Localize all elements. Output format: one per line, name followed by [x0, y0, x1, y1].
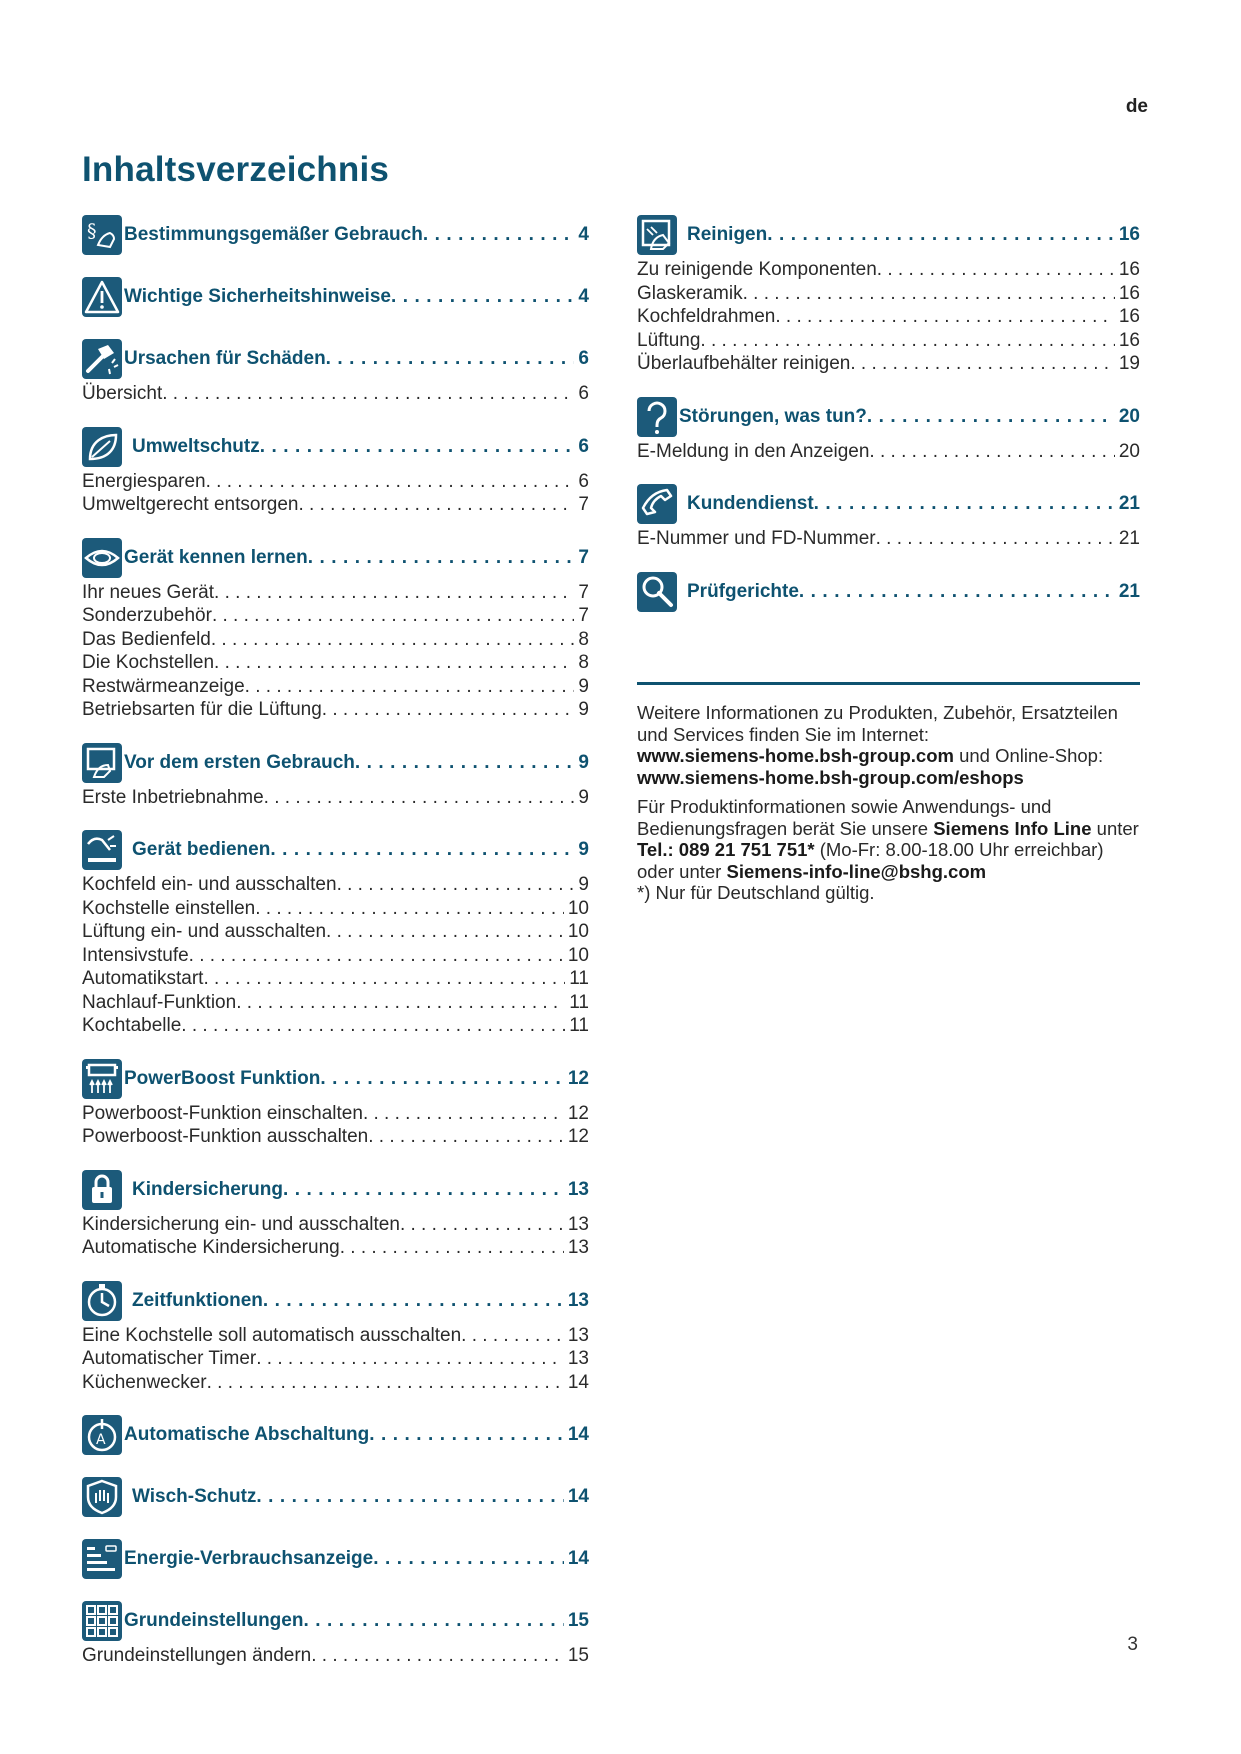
- toc-entry[interactable]: [82, 786, 589, 810]
- dot-leader: [270, 838, 574, 862]
- toc-entries: [637, 258, 1140, 376]
- clock-icon: [82, 1281, 122, 1321]
- toc-entry[interactable]: [637, 305, 1140, 329]
- toc-entry[interactable]: [82, 493, 589, 517]
- section-title: Störungen, was tun?: [679, 405, 867, 427]
- section-page: 15: [567, 1610, 589, 1631]
- toc-section-left-3: [82, 426, 589, 517]
- toc-section-heading[interactable]: [637, 483, 1140, 525]
- toc-section-heading[interactable]: [82, 1600, 589, 1642]
- dot-leader: [264, 786, 575, 810]
- section-title: Kindersicherung: [132, 1178, 283, 1200]
- section-page: 4: [578, 224, 589, 245]
- dot-leader: [337, 873, 575, 897]
- section-title: Kundendienst: [687, 493, 814, 514]
- dot-leader: [236, 991, 565, 1015]
- entry-title: Glaskeramik: [637, 282, 743, 304]
- eye-icon: [82, 538, 122, 578]
- toc-entries: [82, 382, 589, 406]
- entry-page: 8: [578, 652, 589, 673]
- dot-leader: [340, 1236, 564, 1260]
- entry-page: 6: [578, 383, 589, 404]
- dot-leader: [423, 223, 575, 247]
- toc-section-heading[interactable]: [637, 214, 1140, 256]
- toc-entry[interactable]: [82, 1644, 589, 1668]
- dot-leader: [743, 282, 1115, 306]
- entry-title: Sonderzubehör: [82, 605, 212, 626]
- dot-leader: [299, 493, 575, 517]
- magnifier-icon: [637, 572, 677, 612]
- toc-section-heading[interactable]: [637, 571, 1140, 613]
- toc-section-heading[interactable]: [82, 276, 589, 318]
- dot-leader: [767, 223, 1115, 247]
- section-page: 16: [1118, 224, 1140, 245]
- dot-leader: [320, 1067, 564, 1091]
- section-page: 6: [578, 435, 589, 457]
- toc-section-left-7: [82, 1058, 589, 1149]
- toc-section-right-0: [637, 214, 1140, 376]
- toc-section-heading[interactable]: [82, 426, 589, 468]
- page-title: Inhaltsverzeichnis: [82, 150, 390, 189]
- entry-title: Betriebsarten für die Lüftung: [82, 699, 322, 720]
- toc-entry[interactable]: [82, 944, 589, 968]
- toc-section-left-9: [82, 1280, 589, 1395]
- leaf-icon: [82, 427, 122, 467]
- toc-right-column: [637, 214, 1140, 633]
- toc-section-left-0: [82, 214, 589, 256]
- section-title: Reinigen: [687, 224, 768, 245]
- toc-section-heading[interactable]: [82, 1058, 589, 1100]
- toc-section-heading[interactable]: [82, 1169, 589, 1211]
- toc-entry[interactable]: [637, 440, 1140, 464]
- toc-entry[interactable]: [82, 1102, 589, 1126]
- dot-leader: [877, 258, 1115, 282]
- entry-page: 10: [567, 921, 589, 942]
- entry-title: Überlaufbehälter reinigen: [637, 353, 851, 374]
- toc-entry[interactable]: [82, 1014, 589, 1038]
- dot-leader: [311, 1644, 564, 1668]
- dot-leader: [255, 897, 564, 921]
- auto-off-icon: [82, 1415, 122, 1455]
- dot-leader: [263, 1289, 564, 1313]
- toc-section-heading[interactable]: [82, 1476, 589, 1518]
- dot-leader: [391, 285, 574, 309]
- toc-section-heading[interactable]: [82, 214, 589, 256]
- entry-page: 15: [567, 1645, 589, 1666]
- dot-leader: [206, 470, 575, 494]
- energy-bars-icon: [82, 1539, 122, 1579]
- dot-leader: [214, 651, 574, 675]
- toc-section-left-1: [82, 276, 589, 318]
- entry-title: Kindersicherung ein- und ausschalten: [82, 1213, 400, 1235]
- toc-entry[interactable]: [82, 1347, 589, 1371]
- entry-title: Automatischer Timer: [82, 1348, 257, 1369]
- toc-section-left-5: [82, 742, 589, 810]
- entry-title: Eine Kochstelle soll automatisch ausschalten: [82, 1324, 462, 1346]
- toc-entry[interactable]: [82, 382, 589, 406]
- page-number: 3: [1127, 1634, 1138, 1655]
- dot-leader: [775, 305, 1114, 329]
- toc-entry[interactable]: [82, 920, 589, 944]
- entry-title: Kochfeldrahmen: [637, 306, 776, 327]
- toc-entries: [82, 786, 589, 810]
- section-title: Wisch-Schutz: [132, 1486, 257, 1507]
- entry-title: Das Bedienfeld: [82, 628, 211, 650]
- entry-page: 21: [1118, 528, 1140, 549]
- toc-entry[interactable]: [82, 1236, 589, 1260]
- entry-page: 16: [1118, 282, 1140, 304]
- paragraph-hand-icon: [82, 215, 122, 255]
- grid-settings-icon: [82, 1601, 122, 1641]
- toc-left-column: [82, 214, 589, 1688]
- powerboost-pot-icon: [82, 1059, 122, 1099]
- entry-title: Kochtabelle: [82, 1015, 182, 1036]
- dot-leader: [162, 382, 574, 406]
- entry-title: E-Meldung in den Anzeigen: [637, 440, 870, 462]
- toc-section-right-3: [637, 571, 1140, 613]
- entry-title: Nachlauf-Funktion: [82, 991, 237, 1013]
- entry-page: 16: [1118, 329, 1140, 351]
- entry-title: Powerboost-Funktion einschalten: [82, 1102, 363, 1124]
- language-code: de: [1125, 96, 1148, 117]
- section-page: 9: [578, 751, 589, 773]
- entry-page: 7: [578, 494, 589, 515]
- entry-title: Restwärmeanzeige: [82, 675, 245, 697]
- section-page: 13: [567, 1289, 589, 1311]
- entry-title: Umweltgerecht entsorgen: [82, 494, 299, 515]
- dot-leader: [211, 628, 575, 652]
- toc-entry[interactable]: [637, 329, 1140, 353]
- section-title: Gerät kennen lernen: [124, 546, 308, 568]
- svg-text:A: A: [96, 1432, 106, 1448]
- entry-title: Lüftung ein- und ausschalten: [82, 921, 327, 942]
- entry-page: 10: [567, 944, 589, 966]
- entry-title: Kochfeld ein- und ausschalten: [82, 874, 337, 895]
- toc-entry[interactable]: [637, 282, 1140, 306]
- toc-entry[interactable]: [82, 1125, 589, 1149]
- entry-title: E-Nummer und FD-Nummer: [637, 528, 876, 549]
- entry-title: Küchenwecker: [82, 1371, 207, 1393]
- entry-page: 12: [567, 1102, 589, 1124]
- toc-section-left-8: [82, 1169, 589, 1260]
- toc-section-left-11: [82, 1476, 589, 1518]
- dot-leader: [850, 352, 1114, 376]
- entry-page: 7: [578, 581, 589, 603]
- toc-section-heading[interactable]: [82, 1538, 589, 1580]
- section-title: Wichtige Sicherheitshinweise: [124, 286, 391, 307]
- toc-section-left-12: [82, 1538, 589, 1580]
- toc-section-heading[interactable]: [82, 338, 589, 380]
- toc-entries: [637, 440, 1140, 464]
- toc-section-left-10: [82, 1414, 589, 1456]
- dot-leader: [876, 527, 1115, 551]
- dot-leader: [214, 581, 574, 605]
- dot-leader: [373, 1547, 564, 1571]
- entry-page: 9: [578, 675, 589, 697]
- toc-section-heading[interactable]: [82, 1414, 589, 1456]
- section-page: 12: [567, 1067, 589, 1089]
- warning-triangle-icon: [82, 277, 122, 317]
- toc-entries: [82, 581, 589, 722]
- section-title: Vor dem ersten Gebrauch: [124, 751, 355, 773]
- dot-leader: [212, 604, 574, 628]
- section-page: 20: [1118, 405, 1140, 427]
- svg-text:§: §: [87, 220, 97, 242]
- section-title: Gerät bedienen: [132, 839, 271, 860]
- section-title: PowerBoost Funktion: [124, 1067, 321, 1089]
- entry-page: 6: [578, 470, 589, 492]
- section-title: Automatische Abschaltung: [124, 1424, 370, 1445]
- toc-section-left-13: [82, 1600, 589, 1668]
- toc-section-heading[interactable]: [82, 537, 589, 579]
- entry-page: 16: [1118, 306, 1140, 327]
- entry-title: Automatikstart: [82, 968, 204, 989]
- cleaning-hand-icon: [637, 215, 677, 255]
- section-title: Prüfgerichte: [687, 580, 799, 602]
- dot-leader: [869, 440, 1114, 464]
- toc-section-left-6: [82, 829, 589, 1038]
- dot-leader: [322, 698, 575, 722]
- dot-leader: [283, 1178, 564, 1202]
- toc-entries: [637, 527, 1140, 551]
- info-box: [637, 702, 1140, 912]
- toc-section-heading[interactable]: [82, 829, 589, 871]
- entry-title: Powerboost-Funktion ausschalten: [82, 1126, 369, 1147]
- toc-entry[interactable]: [637, 527, 1140, 551]
- dot-leader: [700, 329, 1114, 353]
- section-page: 13: [567, 1178, 589, 1200]
- toc-section-heading[interactable]: [82, 742, 589, 784]
- toc-entry[interactable]: [637, 352, 1140, 376]
- entry-page: 11: [569, 968, 589, 989]
- entry-title: Kochstelle einstellen: [82, 897, 256, 919]
- toc-entries: [82, 1644, 589, 1668]
- entry-title: Ihr neues Gerät: [82, 581, 215, 603]
- info-paragraph-web: Weitere Informationen zu Produkten, Zubehör, Ersatzteilen und Services finden Sie im Internet: www.siemens-home.bsh-group.com und Online-Shop: www.siemens-home.bsh-group.com/eshops: [637, 702, 1118, 788]
- dot-leader: [245, 675, 575, 699]
- dot-leader: [203, 967, 565, 991]
- entry-title: Energiesparen: [82, 470, 206, 492]
- entry-page: 7: [578, 605, 589, 626]
- dot-leader: [355, 751, 575, 775]
- dot-leader: [207, 1371, 564, 1395]
- toc-entry[interactable]: [82, 604, 589, 628]
- hammer-icon: [82, 339, 122, 379]
- dot-leader: [189, 944, 564, 968]
- toc-entry[interactable]: [82, 1213, 589, 1237]
- toc-entry[interactable]: [82, 1371, 589, 1395]
- website-link[interactable]: www.siemens-home.bsh-group.com: [637, 745, 954, 766]
- divider-rule: [637, 682, 1140, 685]
- entry-page: 8: [578, 628, 589, 650]
- appliance-hand-icon: [82, 743, 122, 783]
- toc-entry[interactable]: [82, 698, 589, 722]
- dot-leader: [799, 580, 1115, 604]
- question-icon: [637, 397, 677, 437]
- toc-section-heading[interactable]: [82, 1280, 589, 1322]
- toc-section-right-2: [637, 483, 1140, 551]
- dot-leader: [256, 1347, 564, 1371]
- entry-page: 16: [1118, 259, 1140, 280]
- entry-page: 9: [578, 874, 589, 895]
- toc-entry[interactable]: [82, 628, 589, 652]
- toc-entries: [82, 470, 589, 517]
- toc-entry[interactable]: [82, 991, 589, 1015]
- toc-entry[interactable]: [82, 967, 589, 991]
- entry-page: 13: [567, 1348, 589, 1369]
- phone-number: Tel.: 089 21 751 751*: [637, 839, 815, 860]
- toc-entry[interactable]: [82, 897, 589, 921]
- dot-leader: [363, 1102, 564, 1126]
- entry-page: 20: [1118, 440, 1140, 462]
- entry-title: Erste Inbetriebnahme: [82, 786, 264, 808]
- entry-title: Die Kochstellen: [82, 652, 215, 673]
- section-page: 21: [1118, 493, 1140, 514]
- entry-title: Übersicht: [82, 383, 163, 404]
- entry-title: Intensivstufe: [82, 944, 189, 966]
- section-title: Energie-Verbrauchsanzeige: [124, 1548, 374, 1569]
- entry-title: Lüftung: [637, 329, 701, 351]
- entry-page: 11: [569, 991, 589, 1013]
- lock-icon: [82, 1170, 122, 1210]
- section-page: 9: [578, 839, 589, 860]
- toc-entry[interactable]: [82, 470, 589, 494]
- info-paragraph-hotline: Für Produktinformationen sowie Anwendungs- und Bedienungsfragen berät Sie unsere Siemens Info Line unter Tel.: 089 21 751 751* (Mo-Fr: 8.00-18.00 Uhr erreichbar) oder unter Siemens-info-line@bshg.com *) Nur für Deutschland gültig.: [637, 796, 1139, 903]
- entry-page: 14: [567, 1371, 589, 1393]
- entry-page: 12: [567, 1126, 589, 1147]
- dot-leader: [368, 1125, 564, 1149]
- toc-entries: [82, 1324, 589, 1395]
- dot-leader: [256, 1485, 563, 1509]
- dot-leader: [326, 920, 564, 944]
- dot-leader: [308, 546, 575, 570]
- hand-operate-icon: [82, 830, 122, 870]
- section-title: Ursachen für Schäden: [124, 348, 326, 369]
- section-page: 14: [567, 1548, 589, 1569]
- toc-section-heading[interactable]: [637, 396, 1140, 438]
- toc-entries: [82, 1102, 589, 1149]
- toc-section-left-4: [82, 537, 589, 722]
- section-title: Grundeinstellungen: [124, 1610, 304, 1631]
- entry-page: 10: [567, 897, 589, 919]
- entry-title: Zu reinigende Komponenten: [637, 259, 877, 280]
- dot-leader: [461, 1324, 564, 1348]
- dot-leader: [303, 1609, 563, 1633]
- section-page: 14: [567, 1424, 589, 1445]
- dot-leader: [369, 1423, 564, 1447]
- eshop-link[interactable]: www.siemens-home.bsh-group.com/eshops: [637, 766, 1024, 788]
- dot-leader: [867, 405, 1115, 429]
- entry-page: 13: [567, 1324, 589, 1346]
- toc-entries: [82, 873, 589, 1038]
- toc-entry[interactable]: [82, 873, 589, 897]
- phone-icon: [637, 484, 677, 524]
- toc-entry[interactable]: [637, 258, 1140, 282]
- toc-entry[interactable]: [82, 651, 589, 675]
- toc-entries: [82, 1213, 589, 1260]
- section-title: Umweltschutz: [132, 435, 260, 457]
- section-page: 7: [578, 546, 589, 568]
- entry-page: 9: [578, 786, 589, 808]
- dot-leader: [260, 435, 575, 459]
- dot-leader: [181, 1014, 565, 1038]
- email-link[interactable]: Siemens-info-line@bshg.com: [726, 860, 987, 882]
- dot-leader: [326, 347, 575, 371]
- entry-page: 19: [1118, 353, 1140, 374]
- shield-hand-icon: [82, 1477, 122, 1517]
- toc-entry[interactable]: [82, 581, 589, 605]
- entry-page: 9: [578, 699, 589, 720]
- section-page: 14: [567, 1486, 589, 1507]
- toc-section-left-2: [82, 338, 589, 406]
- entry-page: 13: [567, 1237, 589, 1258]
- toc-section-right-1: [637, 396, 1140, 464]
- entry-page: 11: [569, 1015, 589, 1036]
- entry-title: Automatische Kindersicherung: [82, 1237, 340, 1258]
- toc-entry[interactable]: [82, 1324, 589, 1348]
- section-title: Zeitfunktionen: [132, 1289, 263, 1311]
- section-page: 4: [578, 286, 589, 307]
- section-page: 6: [578, 348, 589, 369]
- toc-entry[interactable]: [82, 675, 589, 699]
- dot-leader: [400, 1213, 564, 1237]
- section-page: 21: [1118, 580, 1140, 602]
- entry-page: 13: [567, 1213, 589, 1235]
- section-title: Bestimmungsgemäßer Gebrauch: [124, 224, 423, 245]
- entry-title: Grundeinstellungen ändern: [82, 1645, 312, 1666]
- dot-leader: [814, 492, 1115, 516]
